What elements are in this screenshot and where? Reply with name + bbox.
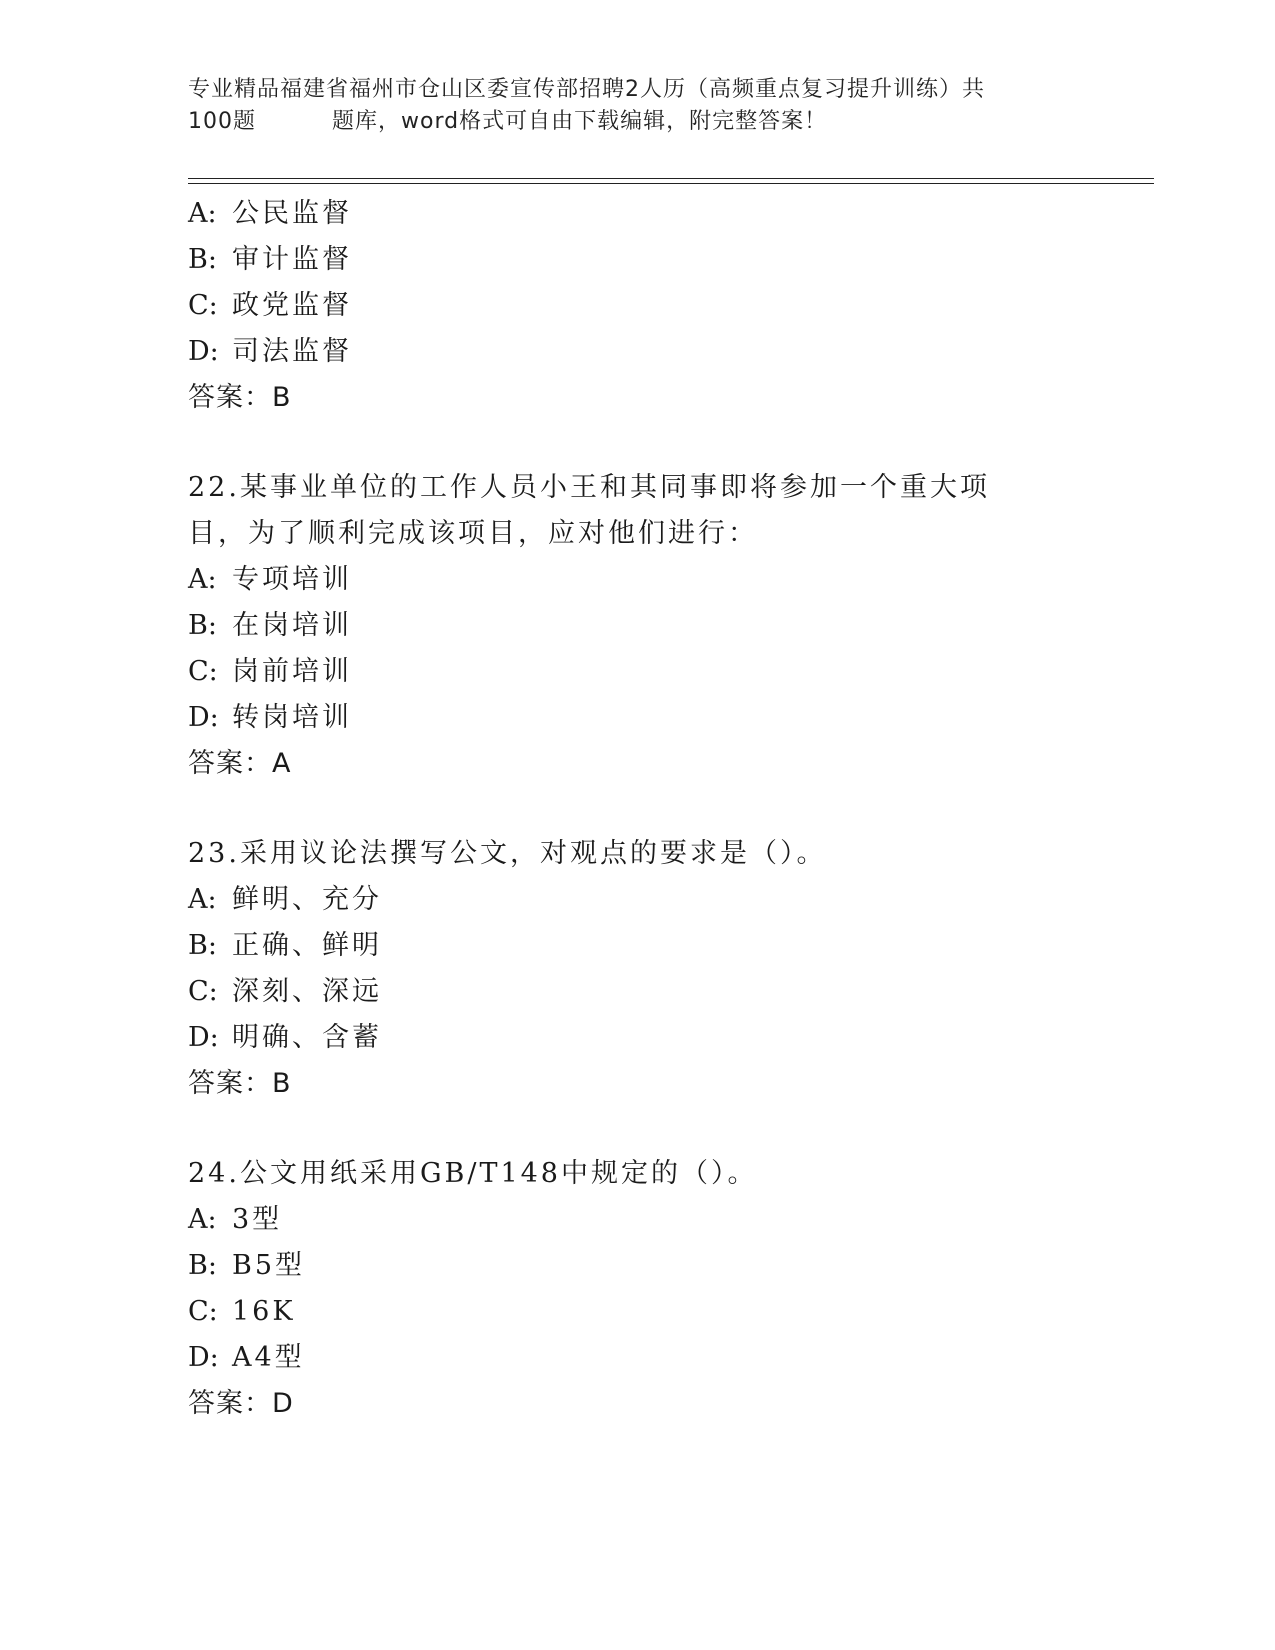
option-d: D: 司法监督 bbox=[188, 336, 352, 367]
option-a: A: 3型 bbox=[188, 1204, 283, 1235]
header-divider-top bbox=[188, 178, 1154, 179]
option-c: C: 16K bbox=[188, 1296, 296, 1327]
question-block-22 bbox=[188, 465, 1088, 787]
answer-line: 答案：A bbox=[188, 748, 292, 779]
answer-line: 答案：D bbox=[188, 1388, 294, 1419]
question-stem: 23.采用议论法撰写公文，对观点的要求是（）。 bbox=[188, 838, 827, 869]
header-line-2-desc: 题库，word格式可自由下载编辑，附完整答案！ bbox=[332, 109, 828, 134]
question-block-23 bbox=[188, 831, 1088, 1107]
option-a: A: 鲜明、充分 bbox=[188, 884, 382, 915]
answer-line: 答案：B bbox=[188, 1068, 292, 1099]
option-b: B: 正确、鲜明 bbox=[188, 930, 382, 961]
header-line-1: 专业精品福建省福州市仓山区委宣传部招聘2人历（高频重点复习提升训练）共 bbox=[188, 77, 985, 102]
answer-line: 答案：B bbox=[188, 382, 292, 413]
option-b: B: B5型 bbox=[188, 1250, 306, 1281]
option-d: D: 转岗培训 bbox=[188, 702, 352, 733]
document-header bbox=[188, 74, 1088, 138]
question-stem: 24.公文用纸采用GB/T148中规定的（）。 bbox=[188, 1158, 758, 1189]
option-c: C: 深刻、深远 bbox=[188, 976, 382, 1007]
option-c: C: 岗前培训 bbox=[188, 656, 352, 687]
option-b: B: 审计监督 bbox=[188, 244, 352, 275]
header-divider-bottom bbox=[188, 183, 1154, 184]
question-block-21 bbox=[188, 191, 1088, 421]
option-c: C: 政党监督 bbox=[188, 290, 352, 321]
option-a: A: 公民监督 bbox=[188, 198, 352, 229]
header-line-2-count: 100题 bbox=[188, 109, 256, 134]
question-stem: 22.某事业单位的工作人员小王和其同事即将参加一个重大项目，为了顺利完成该项目，应对他们进行： bbox=[188, 472, 990, 549]
option-b: B: 在岗培训 bbox=[188, 610, 352, 641]
question-block-24 bbox=[188, 1151, 1088, 1427]
option-a: A: 专项培训 bbox=[188, 564, 352, 595]
header-line-2 bbox=[188, 106, 1088, 138]
question-list bbox=[188, 191, 1088, 1427]
option-d: D: 明确、含蓄 bbox=[188, 1022, 382, 1053]
option-d: D: A4型 bbox=[188, 1342, 305, 1373]
